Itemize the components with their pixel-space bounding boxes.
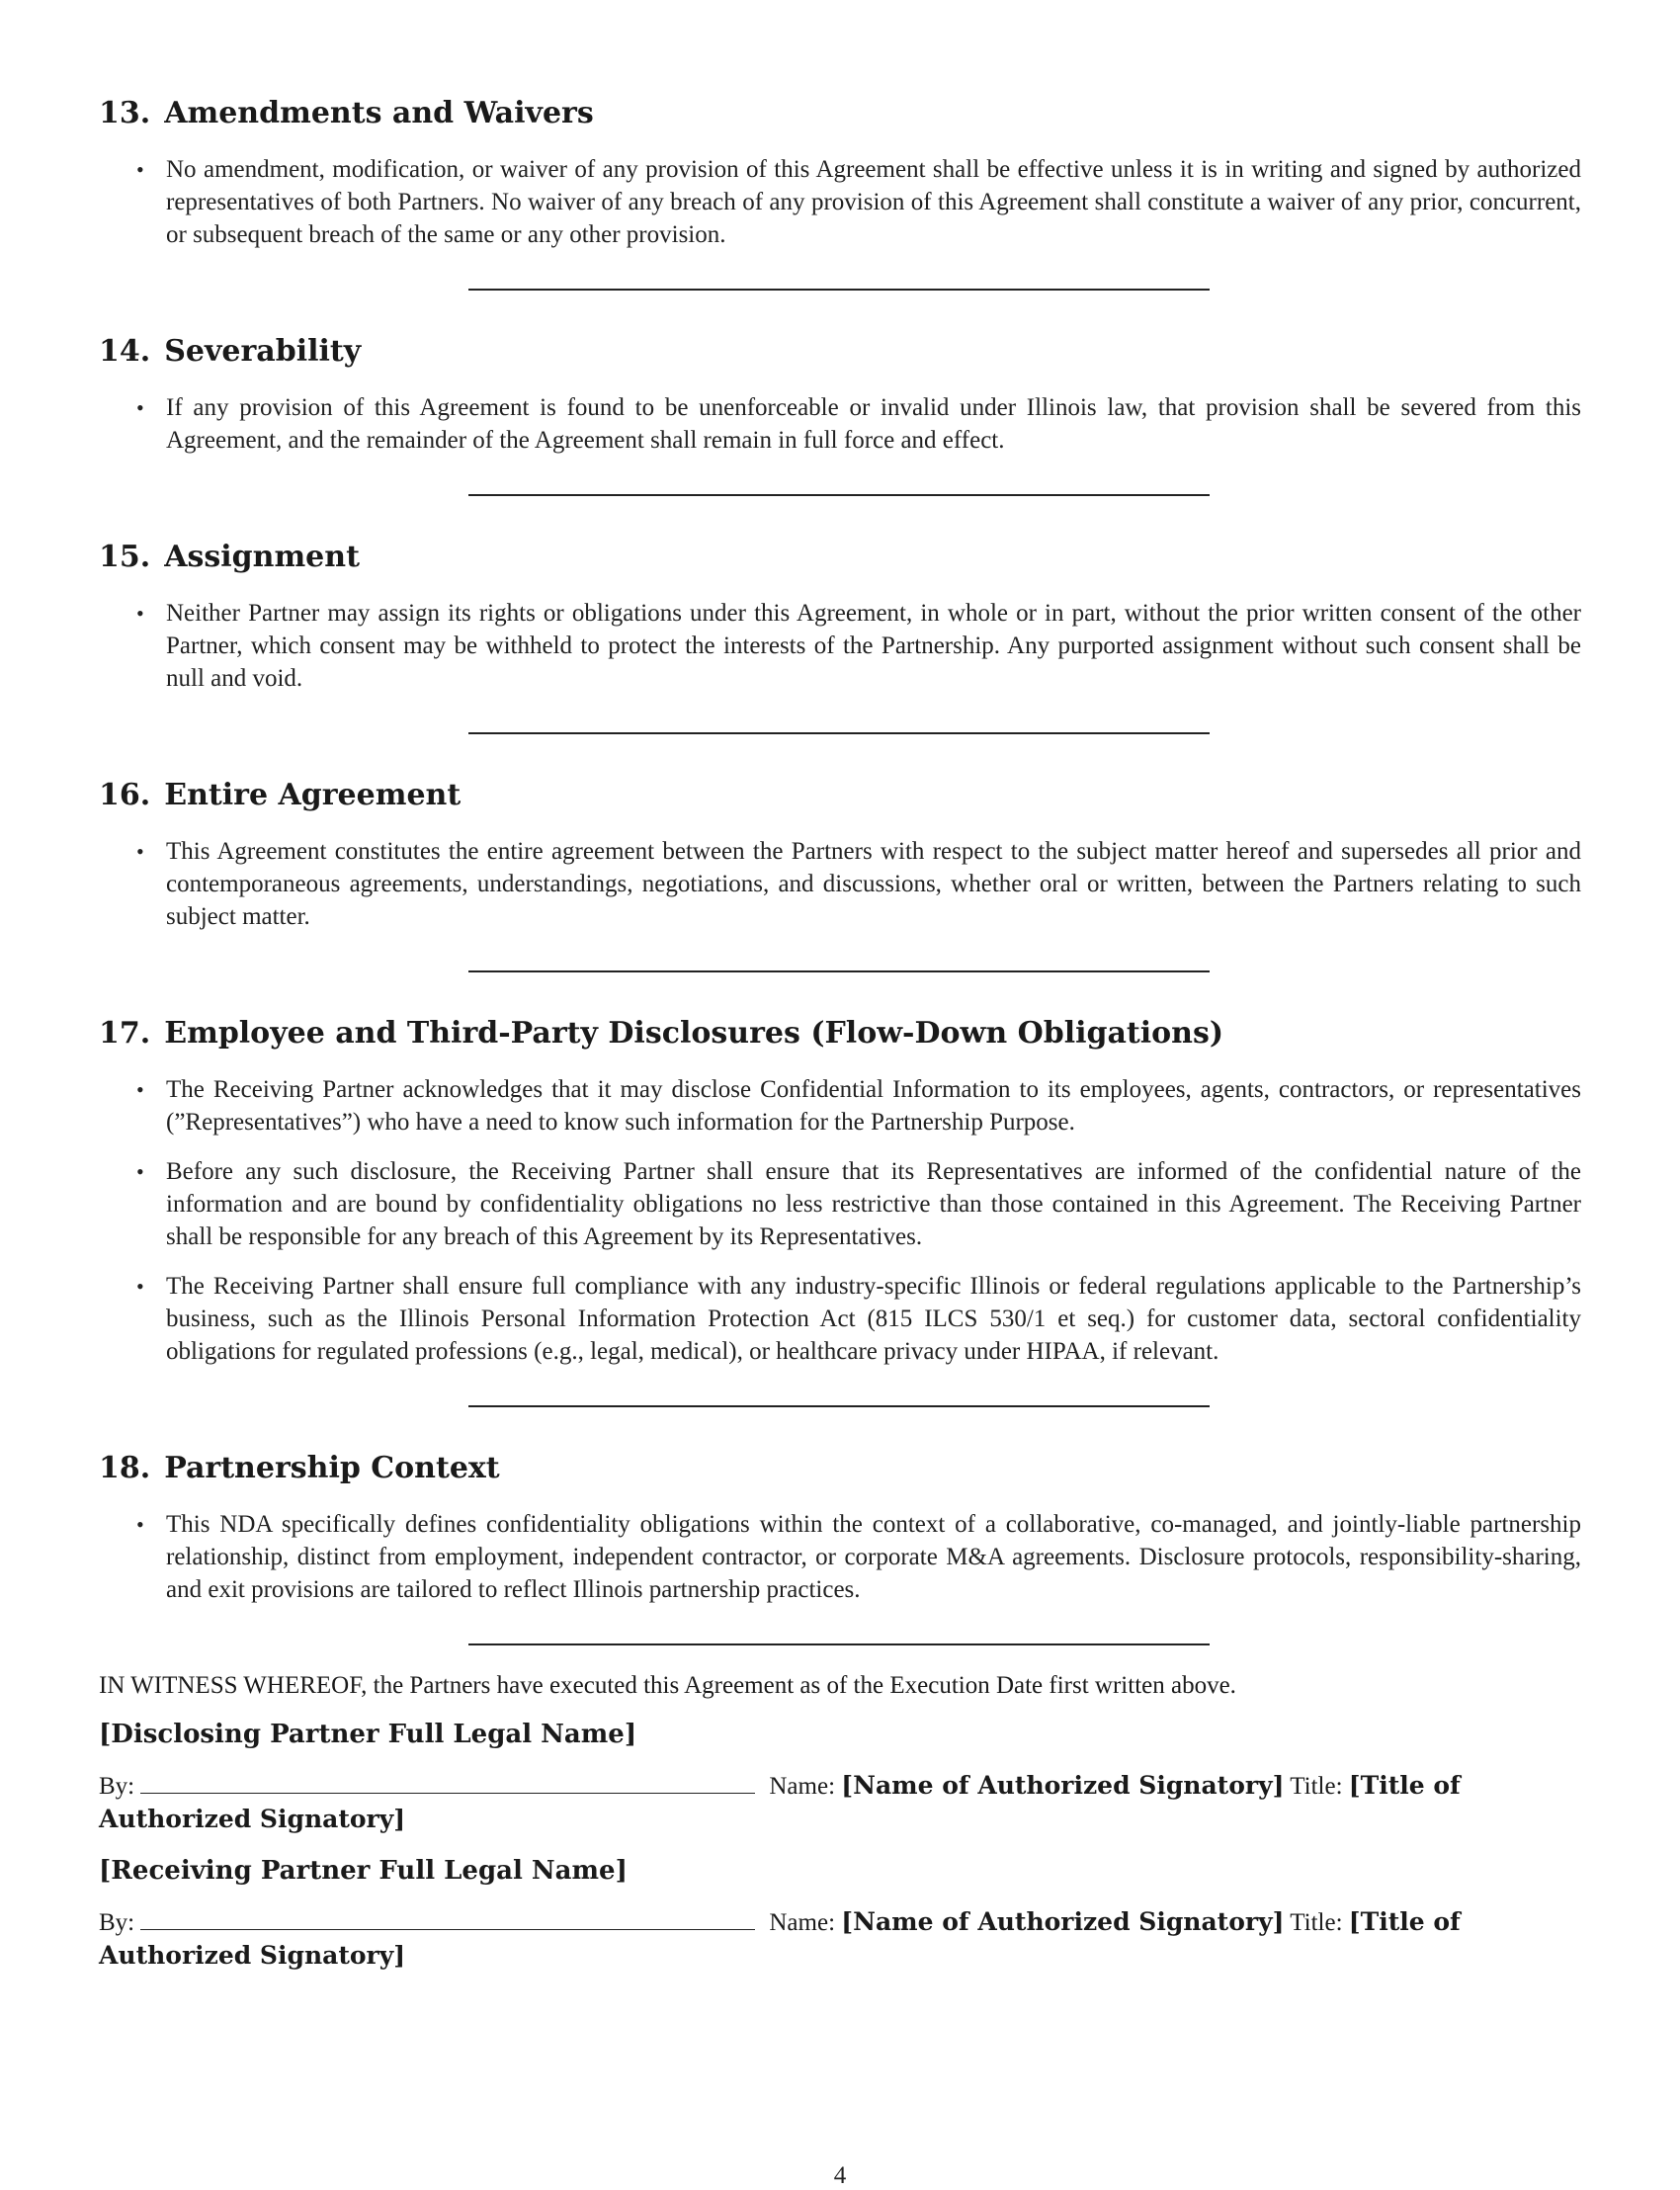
section-heading: 13. Amendments and Waivers	[99, 96, 594, 130]
signatory-name: [Name of Authorized Signatory]	[841, 1771, 1285, 1800]
by-label: By:	[99, 1909, 135, 1936]
disclosing-party-name: [Disclosing Partner Full Legal Name]	[99, 1720, 637, 1749]
section-heading: 18. Partnership Context	[99, 1451, 500, 1485]
by-label: By:	[99, 1773, 135, 1800]
section-divider	[468, 1643, 1210, 1645]
section-16	[99, 776, 1581, 933]
section-14	[99, 332, 1581, 457]
section-heading: 16. Entire Agreement	[99, 778, 462, 812]
bullet-list	[99, 153, 1581, 251]
section-18	[99, 1449, 1581, 1606]
signatory-name: [Name of Authorized Signatory]	[841, 1907, 1285, 1936]
section-heading: 17. Employee and Third-Party Disclosures (Flow-Down Obligations)	[99, 1016, 1224, 1051]
bullet-list	[99, 835, 1581, 933]
section-divider	[468, 970, 1210, 972]
witness-clause: IN WITNESS WHEREOF, the Partners have executed this Agreement as of the Execution Date first written above.	[99, 1672, 1236, 1699]
list-item: • Before any such disclosure, the Receiving Partner shall ensure that its Representatives are informed of the confidential nature of the information and are bound by confidentiality obligations no less restrictive than those contained in this Agreement. The Receiving Partner shall be responsible for any breach of this Agreement by its Representatives.	[99, 1155, 1581, 1253]
section-13	[99, 94, 1581, 251]
section-17	[99, 1014, 1581, 1368]
signature-block-receiving	[99, 1905, 1581, 1973]
name-label: Name:	[769, 1909, 836, 1936]
list-item: • This Agreement constitutes the entire agreement between the Partners with respect to the subject matter hereof and supersedes all prior and contemporaneous agreements, understandings, negotiations, and discussions, whether oral or written, between the Partners relating to such subject matter.	[99, 835, 1581, 933]
section-divider	[468, 1405, 1210, 1407]
name-label: Name:	[769, 1773, 836, 1800]
signatory-title: [Title of Authorized Signatory]	[99, 1771, 1461, 1833]
bullet-list	[99, 391, 1581, 457]
section-heading: 15. Assignment	[99, 540, 360, 574]
signature-line[interactable]	[140, 1773, 755, 1794]
bullet-list	[99, 1508, 1581, 1606]
list-item: • The Receiving Partner acknowledges that it may disclose Confidential Information to its employees, agents, contractors, or representatives (”Representatives”) who have a need to know such information for the Partnership Purpose.	[99, 1073, 1581, 1138]
section-heading: 14. Severability	[99, 334, 362, 369]
receiving-party-name: [Receiving Partner Full Legal Name]	[99, 1856, 628, 1886]
signature-block-disclosing	[99, 1769, 1581, 1836]
signatory-title: [Title of Authorized Signatory]	[99, 1907, 1461, 1970]
list-item: • If any provision of this Agreement is found to be unenforceable or invalid under Illinois law, that provision shall be severed from this Agreement, and the remainder of the Agreement shall remain in full force and effect.	[99, 391, 1581, 457]
signature-line[interactable]	[140, 1909, 755, 1930]
bullet-list	[99, 1073, 1581, 1368]
section-divider	[468, 289, 1210, 291]
list-item: • This NDA specifically defines confidentiality obligations within the context of a collaborative, co-managed, and jointly-liable partnership relationship, distinct from employment, independent contractor, or corporate M&A agreements. Disclosure protocols, responsibility-sharing, and exit provisions are tailored to reflect Illinois partnership practices.	[99, 1508, 1581, 1606]
document-page	[99, 94, 1581, 1973]
page-number: 4	[833, 2162, 847, 2189]
list-item: • Neither Partner may assign its rights or obligations under this Agreement, in whole or in part, without the prior written consent of the other Partner, which consent may be withheld to protect the interests of the Partnership. Any purported assignment without such consent shall be null and void.	[99, 597, 1581, 695]
section-divider	[468, 732, 1210, 734]
list-item: • No amendment, modification, or waiver of any provision of this Agreement shall be effective unless it is in writing and signed by authorized representatives of both Partners. No waiver of any breach of any provision of this Agreement shall constitute a waiver of any prior, concurrent, or subsequent breach of the same or any other provision.	[99, 153, 1581, 251]
section-15	[99, 538, 1581, 695]
title-label: Title:	[1290, 1909, 1343, 1936]
bullet-list	[99, 597, 1581, 695]
title-label: Title:	[1290, 1773, 1343, 1800]
section-divider	[468, 494, 1210, 496]
list-item: • The Receiving Partner shall ensure full compliance with any industry-specific Illinois or federal regulations applicable to the Partnership’s business, such as the Illinois Personal Information Protection Act (815 ILCS 530/1 et seq.) for customer data, sectoral confidentiality obligations for regulated professions (e.g., legal, medical), or healthcare privacy under HIPAA, if relevant.	[99, 1270, 1581, 1368]
